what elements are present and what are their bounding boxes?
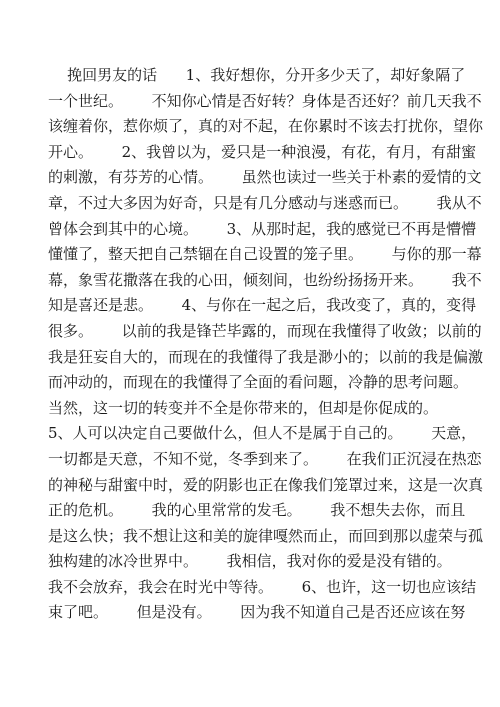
text-line: 开心。 2、我曾以为，爱只是一种浪漫，有花，有月，有甜蜜	[48, 142, 477, 161]
text-line: 是这么快；我不想让这和美的旋律嘎然而止，而回到那以虚荣与孤	[48, 526, 484, 545]
text-line: 而冲动的，而现在的我懂得了全面的看问题，冷静的思考问题。	[48, 373, 469, 392]
text-line: 我是狂妄自大的，而现在的我懂得了我是渺小的；以前的我是偏激	[48, 347, 484, 366]
text-line: 的神秘与甜蜜中时，爱的阴影也正在像我们笼罩过来，这是一次真	[48, 475, 484, 494]
text-line: 懂懂了，整天把自己禁锢在自己设置的笼子里。 与你的那一幕	[48, 245, 482, 264]
text-line: 该缠着你，惹你烦了，真的对不起，在你累时不该去打扰你，望你	[48, 117, 484, 136]
article-body	[48, 63, 484, 626]
text-line: 我不会放弃，我会在时光中等待。 6、也许，这一切也应该结	[48, 577, 477, 596]
text-line: 挽回男友的话 1、我好想你，分开多少天了，却好象隔了	[48, 66, 466, 84]
text-line: 的刺激，有芬芳的心情。 虽然也读过一些关于朴素的爱情的文	[48, 168, 482, 187]
text-line: 一个世纪。 不知你心情是否好转？身体是否还好？前几天我不	[48, 91, 482, 110]
text-line: 独构建的冰冷世界中。 我相信，我对你的爱是没有错的。	[48, 552, 452, 571]
text-line: 当然，这一切的转变并不全是你带来的，但却是你促成的。	[48, 398, 439, 417]
text-line: 正的危机。 我的心里常常的发毛。 我不想失去你，而且	[48, 501, 466, 520]
text-line: 幕，象雪花撒落在我的心田，倾刻间，也纷纷扬扬开来。 我不	[48, 270, 482, 289]
text-line: 5、人可以决定自己要做什么，但人不是属于自己的。 天意，	[48, 424, 477, 443]
text-line: 曾体会到其中的心境。 3、从那时起，我的感觉已不再是懵懵	[48, 219, 477, 238]
text-line: 一切都是天意，不知不觉，冬季到来了。 在我们正沉浸在热恋	[48, 449, 482, 468]
text-line: 束了吧。 但是没有。 因为我不知道自己是否还应该在努	[48, 603, 466, 622]
text-line: 知是喜还是悲。 4、与你在一起之后，我改变了，真的，变得	[48, 296, 477, 315]
text-line: 章，不过大多因为好奇，只是有几分感动与迷惑而已。 我从不	[48, 193, 482, 212]
text-line: 很多。 以前的我是锋芒毕露的，而现在我懂得了收敛；以前的	[48, 321, 482, 340]
